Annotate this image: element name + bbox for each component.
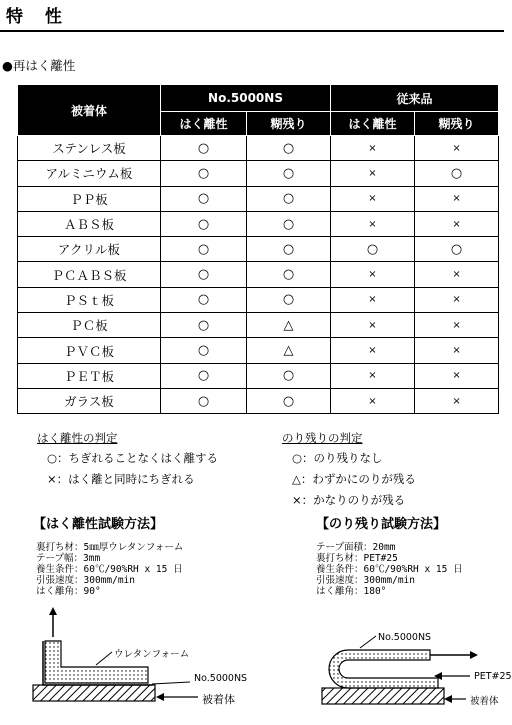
cell-product-peel: ○ (161, 161, 247, 186)
condition-line: テープ幅：3mm (36, 553, 101, 564)
cell-product-peel: ○ (161, 287, 247, 312)
table-row (18, 338, 499, 363)
cell-product-residue: ○ (247, 186, 331, 211)
condition-line: 裏打ち材：5㎜厚ウレタンフォーム (36, 542, 184, 553)
table-row (18, 313, 499, 338)
condition-line: 引張速度：300mm/min (36, 575, 135, 586)
condition-line: はく離角：180° (316, 586, 387, 597)
title-rule (0, 30, 504, 32)
method-peel-title: 【はく離性試験方法】 (33, 517, 164, 532)
row-adherend-name: ＰＳｔ板 (18, 287, 161, 312)
legend-residue-item: ×：かなりのりが残る (292, 493, 406, 507)
table-row (18, 161, 499, 186)
cell-product-residue: ○ (247, 363, 331, 388)
leader-adherend-head (156, 693, 164, 701)
legend-residue-item: ○：のり残りなし (292, 451, 383, 465)
label-tape-left: No.5000NS (194, 673, 248, 684)
leader-tape (360, 636, 376, 648)
table-row (18, 211, 499, 236)
cell-conventional-residue: × (415, 211, 499, 236)
folded-tape (329, 650, 438, 688)
cell-conventional-residue: × (415, 186, 499, 211)
adherend-block (322, 688, 444, 704)
header-product-residue: 糊残り (247, 112, 331, 136)
results-table (17, 84, 499, 414)
cell-conventional-residue: × (415, 262, 499, 287)
cell-conventional-peel: × (331, 388, 415, 413)
condition-line: はく離角：90° (36, 586, 101, 597)
cell-product-peel: ○ (161, 388, 247, 413)
section-heading: ●再はく離性 (2, 58, 76, 73)
row-adherend-name: ＰＥＴ板 (18, 363, 161, 388)
legend-peel-title: はく離性の判定 (37, 431, 118, 445)
row-adherend-name: アクリル板 (18, 237, 161, 262)
table-row (18, 363, 499, 388)
label-adherend-left: 被着体 (202, 693, 235, 706)
cell-conventional-residue: ○ (415, 161, 499, 186)
cell-conventional-residue: × (415, 338, 499, 363)
condition-line: 養生条件：60℃/90%RH x 15 日 (316, 564, 463, 575)
leader-tape (152, 682, 190, 684)
adherend-block (33, 685, 155, 701)
header-adherend: 被着体 (18, 85, 161, 136)
cell-product-peel: ○ (161, 262, 247, 287)
cell-product-peel: ○ (161, 136, 247, 161)
cell-conventional-residue: × (415, 313, 499, 338)
cell-product-residue: ○ (247, 388, 331, 413)
header-conventional-residue: 糊残り (415, 112, 499, 136)
header-product-peel: はく離性 (161, 112, 247, 136)
condition-line: テープ面積：20mm (316, 542, 396, 553)
method-residue-title: 【のり残り試験方法】 (316, 517, 447, 532)
row-adherend-name: ＡＢＳ板 (18, 211, 161, 236)
legend-peel-item: ×：はく離と同時にちぎれる (47, 472, 195, 486)
cell-product-peel: ○ (161, 363, 247, 388)
cell-product-residue: ○ (247, 262, 331, 287)
condition-line: 裏打ち材：PET#25 (316, 553, 398, 564)
cell-conventional-peel: × (331, 363, 415, 388)
cell-product-residue: △ (247, 338, 331, 363)
cell-product-peel: ○ (161, 313, 247, 338)
legend-residue-item: △：わずかにのりが残る (292, 472, 416, 486)
cell-conventional-residue: × (415, 363, 499, 388)
cell-conventional-peel: × (331, 186, 415, 211)
pull-arrow-head (470, 651, 478, 659)
row-adherend-name: ＰＣ板 (18, 313, 161, 338)
cell-conventional-peel: × (331, 262, 415, 287)
cell-conventional-peel: × (331, 211, 415, 236)
row-adherend-name: ＰＣＡＢＳ板 (18, 262, 161, 287)
cell-conventional-peel: ○ (331, 237, 415, 262)
row-adherend-name: ＰＰ板 (18, 186, 161, 211)
page-title: 特 性 (6, 7, 70, 27)
cell-conventional-residue: × (415, 388, 499, 413)
cell-product-peel: ○ (161, 338, 247, 363)
condition-line: 引張速度：300mm/min (316, 575, 415, 586)
table-row (18, 186, 499, 211)
cell-product-residue: ○ (247, 136, 331, 161)
cell-conventional-residue: × (415, 287, 499, 312)
cell-conventional-peel: × (331, 338, 415, 363)
label-pet: PET#25 (474, 671, 512, 682)
cell-conventional-peel: × (331, 161, 415, 186)
legend-peel-item: ○：ちぎれることなくはく離する (47, 451, 219, 465)
cell-product-residue: ○ (247, 237, 331, 262)
row-adherend-name: ＰＶＣ板 (18, 338, 161, 363)
header-conventional: 従来品 (331, 85, 499, 112)
label-adherend-right: 被着体 (470, 696, 499, 707)
cell-conventional-residue: × (415, 136, 499, 161)
row-adherend-name: アルミニウム板 (18, 161, 161, 186)
pull-arrow-head (49, 607, 57, 615)
header-product: No.5000NS (161, 85, 331, 112)
table-row (18, 237, 499, 262)
table-row (18, 136, 499, 161)
cell-product-residue: ○ (247, 211, 331, 236)
cell-conventional-residue: ○ (415, 237, 499, 262)
row-adherend-name: ガラス板 (18, 388, 161, 413)
header-conventional-peel: はく離性 (331, 112, 415, 136)
table-row (18, 287, 499, 312)
label-tape-right: No.5000NS (378, 632, 432, 643)
cell-conventional-peel: × (331, 313, 415, 338)
cell-product-residue: ○ (247, 287, 331, 312)
leader-adherend-head (444, 695, 452, 703)
label-foam: ウレタンフォーム (114, 649, 190, 660)
legend-residue-title: のり残りの判定 (282, 431, 363, 445)
method-peel-conditions (36, 542, 183, 597)
table-row (18, 262, 499, 287)
cell-product-peel: ○ (161, 211, 247, 236)
cell-conventional-peel: × (331, 136, 415, 161)
cell-product-peel: ○ (161, 237, 247, 262)
condition-line: 養生条件：60℃/90%RH x 15 日 (36, 564, 183, 575)
cell-product-peel: ○ (161, 186, 247, 211)
table-row (18, 388, 499, 413)
row-adherend-name: ステンレス板 (18, 136, 161, 161)
cell-product-residue: ○ (247, 161, 331, 186)
leader-foam (96, 652, 112, 665)
cell-product-residue: △ (247, 313, 331, 338)
method-residue-conditions (316, 542, 463, 597)
cell-conventional-peel: × (331, 287, 415, 312)
